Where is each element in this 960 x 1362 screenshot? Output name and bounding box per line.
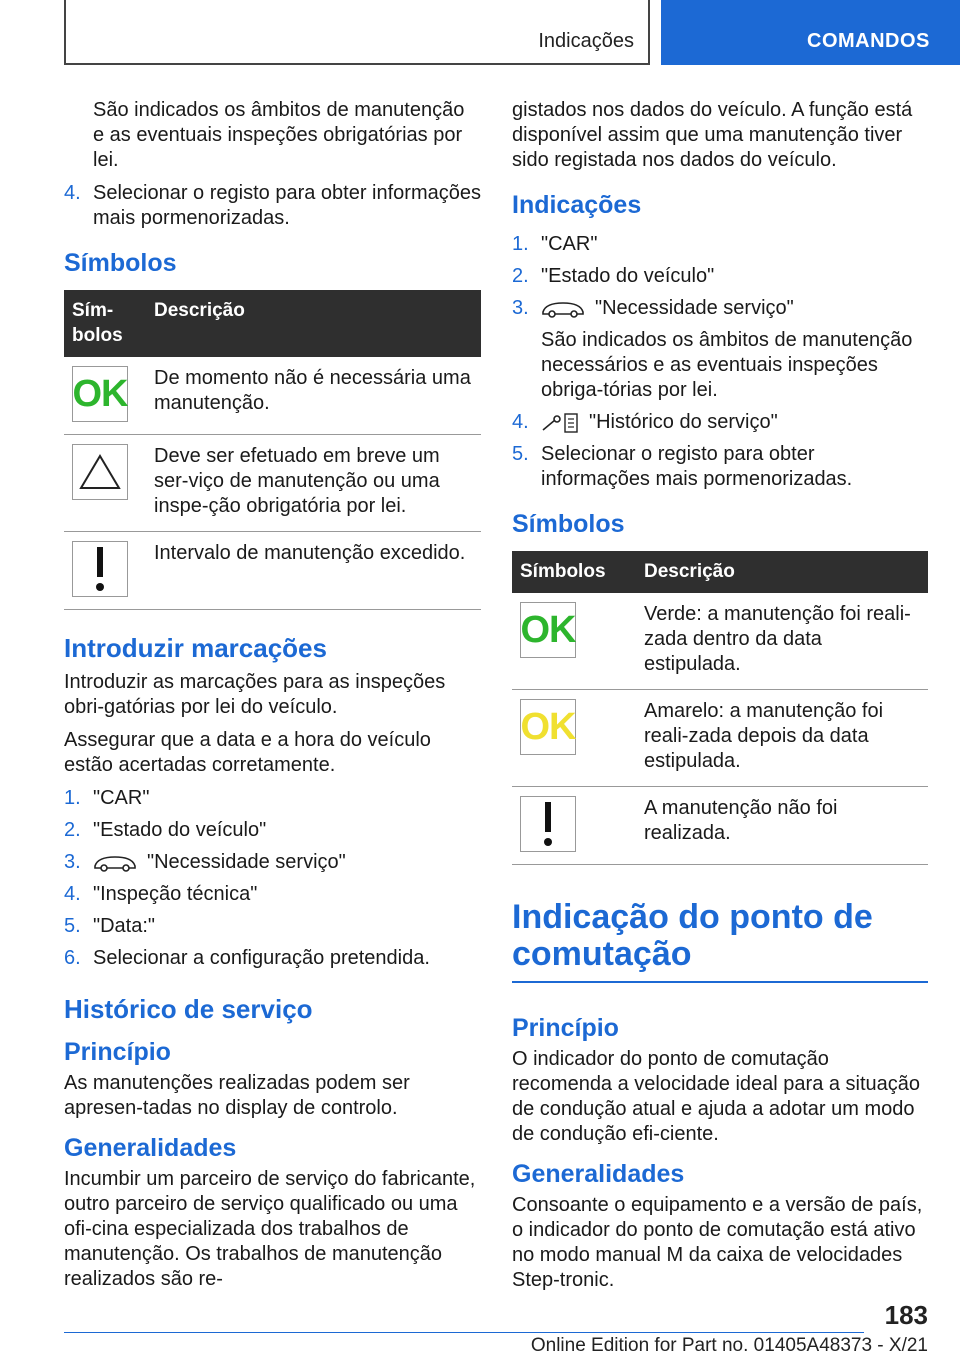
general-heading: Generalidades: [512, 1160, 685, 1188]
table-row: OK Verde: a manutenção foi reali-zada dentro da data estipulada.: [512, 593, 928, 690]
steps-list: [64, 786, 481, 971]
ok-green-icon: OK: [520, 602, 576, 658]
intro-text-2: Assegurar que a data e a hora do veículo estão acertadas corretamente.: [64, 729, 431, 776]
intro-text-1: Introduzir as marcações para as inspeções obri-gatórias por lei do veículo.: [64, 671, 446, 718]
list-item: 2. "Estado do veículo": [64, 819, 267, 841]
shift-indicator-heading: Indicação do ponto de comutação: [512, 899, 928, 983]
principle-text: As manutenções realizadas podem ser apresen-tadas no display de controlo.: [64, 1072, 410, 1119]
general-text: Incumbir um parceiro de serviço do fabricante, outro parceiro de serviço qualificado ou uma ofi-cina especializada dos trabalhos de manutenção. Os trabalhos de manutenção realizados são re-: [64, 1168, 476, 1290]
principle-heading: Princípio: [512, 1014, 619, 1042]
service-history-icon: [541, 412, 579, 434]
list-item: 2. "Estado do veículo": [512, 265, 715, 287]
indications-heading: Indicações: [512, 191, 642, 219]
symbols-table: [64, 290, 481, 610]
ok-yellow-icon: OK: [520, 699, 576, 755]
car-service-icon: [541, 300, 585, 318]
page-number: 183: [884, 1300, 928, 1330]
service-history-heading: Histórico de serviço: [64, 994, 313, 1024]
col-header-description: Descrição: [146, 290, 481, 357]
col-header-symbols: Símbolos: [512, 551, 636, 593]
col-header-symbols: Sím-bolos: [64, 290, 146, 357]
list-item: 6. Selecionar a configuração pretendida.: [64, 947, 430, 969]
table-row: OK Amarelo: a manutenção foi reali-zada depois da data estipulada.: [512, 690, 928, 787]
car-service-icon: [93, 854, 137, 872]
footer-edition: Online Edition for Part no. 01405A48373 - X/21: [530, 1335, 928, 1356]
header-section-title: Indicações: [538, 30, 634, 52]
right-column: [512, 98, 928, 1301]
list-item: 1. "CAR": [512, 233, 598, 255]
list-item: 3. "Necessidade serviço" São indicados os âmbitos de manutenção necessários e as eventuais inspeções obriga-tórias por lei.: [512, 297, 913, 401]
table-row: A manutenção não foi realizada.: [512, 787, 928, 865]
exclamation-icon: [72, 541, 128, 597]
list-item: 4. "Histórico do serviço": [512, 411, 778, 433]
principle-heading: Princípio: [64, 1038, 171, 1066]
left-column: [64, 98, 481, 1300]
list-item: 5. Selecionar o registo para obter informações mais pormenorizadas.: [512, 443, 853, 490]
steps-list: [512, 232, 928, 492]
principle-text: O indicador do ponto de comutação recomenda a velocidade ideal para a situação de condução atual e ajuda a adotar um modo de condução efi-ciente.: [512, 1048, 921, 1145]
list-item: 4. Selecionar o registo para obter informações mais pormenorizadas.: [64, 182, 481, 229]
table-row: Deve ser efetuado em breve um ser-viço de manutenção ou uma inspe-ção obrigatória por lei.: [64, 435, 481, 532]
list-item: 4. "Inspeção técnica": [64, 883, 258, 905]
intro-markings-heading: Introduzir marcações: [64, 633, 327, 663]
continued-text: São indicados os âmbitos de manutenção e as eventuais inspeções obrigatórias por lei.: [93, 99, 465, 171]
list-item: 3. "Necessidade serviço": [64, 851, 346, 873]
steps-list-top: [64, 181, 481, 231]
symbols-heading: Símbolos: [512, 510, 625, 538]
header-section-box: [64, 0, 650, 65]
list-item: 5. "Data:": [64, 915, 156, 937]
warning-triangle-icon: [72, 444, 128, 500]
header-chapter-tab[interactable]: COMANDOS: [661, 0, 960, 65]
symbols-heading: Símbolos: [64, 249, 177, 277]
exclamation-icon: [520, 796, 576, 852]
continued-text: gistados nos dados do veículo. A função está disponível assim que uma manutenção tiver sido registada nos dados do veículo.: [512, 99, 913, 171]
general-heading: Generalidades: [64, 1134, 237, 1162]
symbols-table: [512, 551, 928, 865]
col-header-description: Descrição: [636, 551, 928, 593]
ok-green-icon: OK: [72, 366, 128, 422]
footer-divider: [64, 1332, 864, 1333]
list-item: 1. "CAR": [64, 787, 150, 809]
table-row: OK De momento não é necessária uma manutenção.: [64, 357, 481, 435]
general-text: Consoante o equipamento e a versão de país, o indicador do ponto de comutação está ativo no modo manual M da caixa de velocidades Step-tronic.: [512, 1194, 923, 1291]
table-row: Intervalo de manutenção excedido.: [64, 532, 481, 610]
